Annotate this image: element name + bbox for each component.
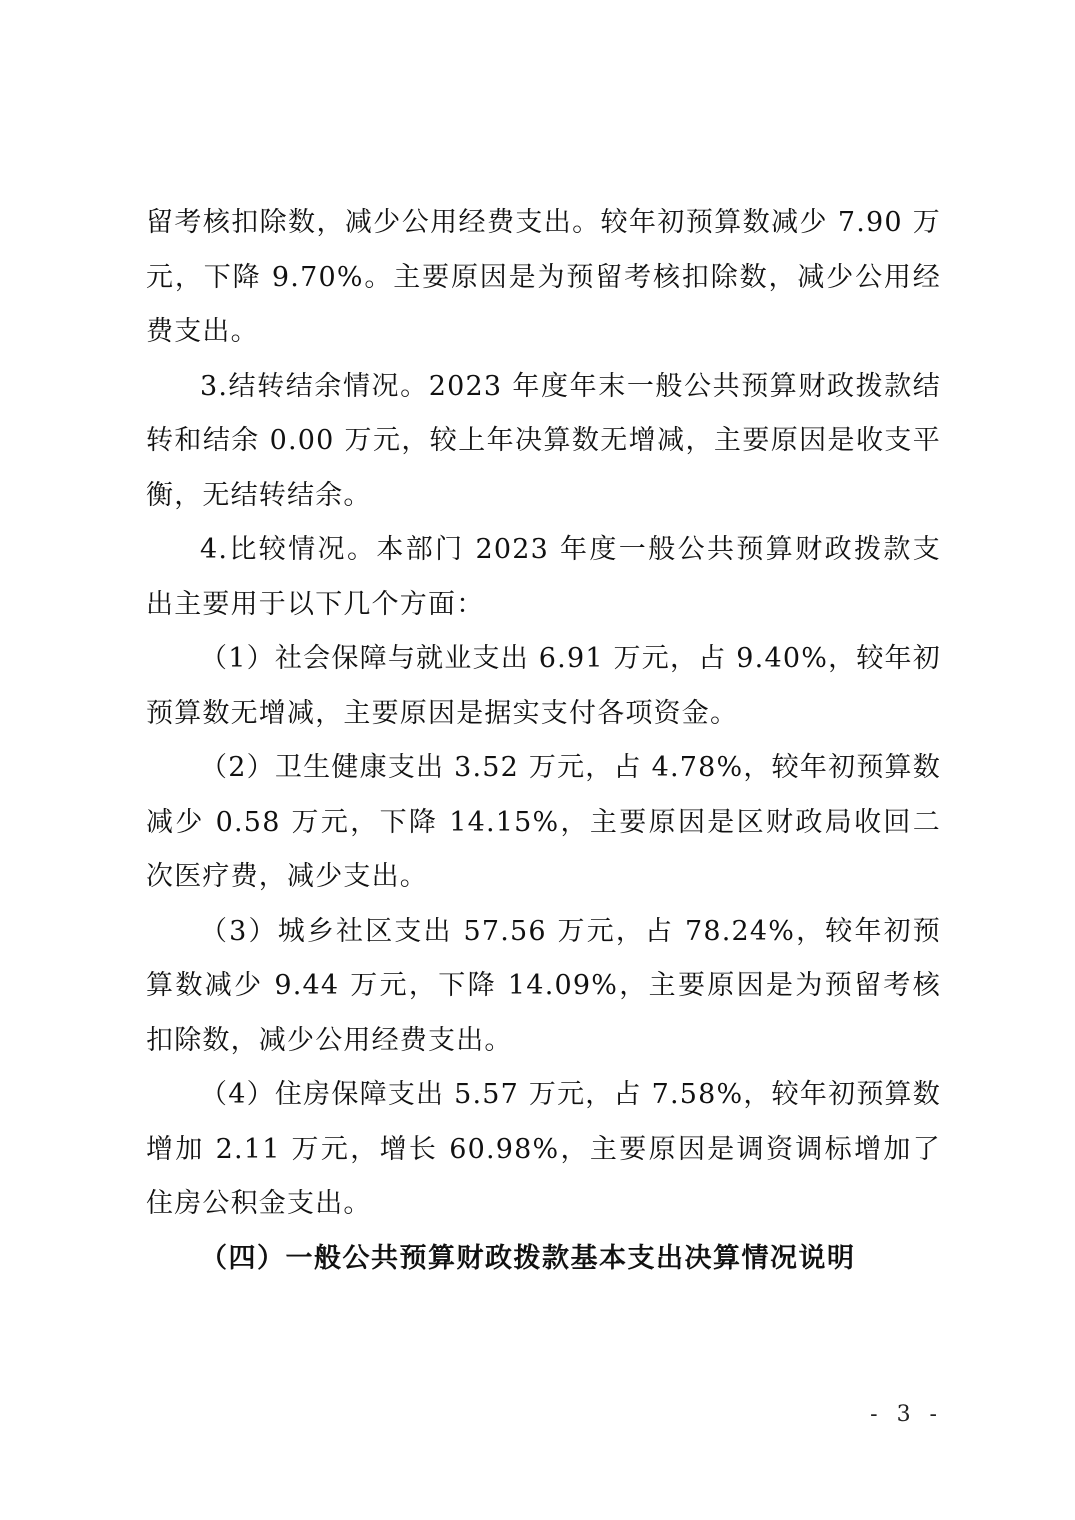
page-number: - 3 -	[870, 1402, 943, 1427]
paragraph-comparison: 4.比较情况。本部门 2023 年度一般公共预算财政拨款支出主要用于以下几个方面：	[146, 534, 941, 620]
paragraph-item-1: （1）社会保障与就业支出 6.91 万元，占 9.40%，较年初预算数无增减，主要原因是据实支付各项资金。	[146, 643, 941, 729]
document-body	[146, 196, 941, 1286]
paragraph-item-4: （4）住房保障支出 5.57 万元，占 7.58%，较年初预算数增加 2.11 万元，增长 60.98%，主要原因是调资调标增加了住房公积金支出。	[146, 1079, 941, 1219]
paragraph-item-3: （3）城乡社区支出 57.56 万元，占 78.24%，较年初预算数减少 9.44 万元，下降 14.09%，主要原因是为预留考核扣除数，减少公用经费支出。	[146, 915, 941, 1056]
paragraph-item-2: （2）卫生健康支出 3.52 万元，占 4.78%，较年初预算数减少 0.58 万元，下降 14.15%，主要原因是区财政局收回二次医疗费，减少支出。	[146, 752, 941, 892]
paragraph-carryover: 3.结转结余情况。2023 年度年末一般公共预算财政拨款结转和结余 0.00 万元，较上年决算数无增减，主要原因是收支平衡，无结转结余。	[146, 370, 941, 511]
section-heading: （四）一般公共预算财政拨款基本支出决算情况说明	[200, 1242, 856, 1274]
paragraph-continuation: 留考核扣除数，减少公用经费支出。较年初预算数减少 7.90 万元，下降 9.70%。主要原因是为预留考核扣除数，减少公用经费支出。	[146, 207, 941, 347]
